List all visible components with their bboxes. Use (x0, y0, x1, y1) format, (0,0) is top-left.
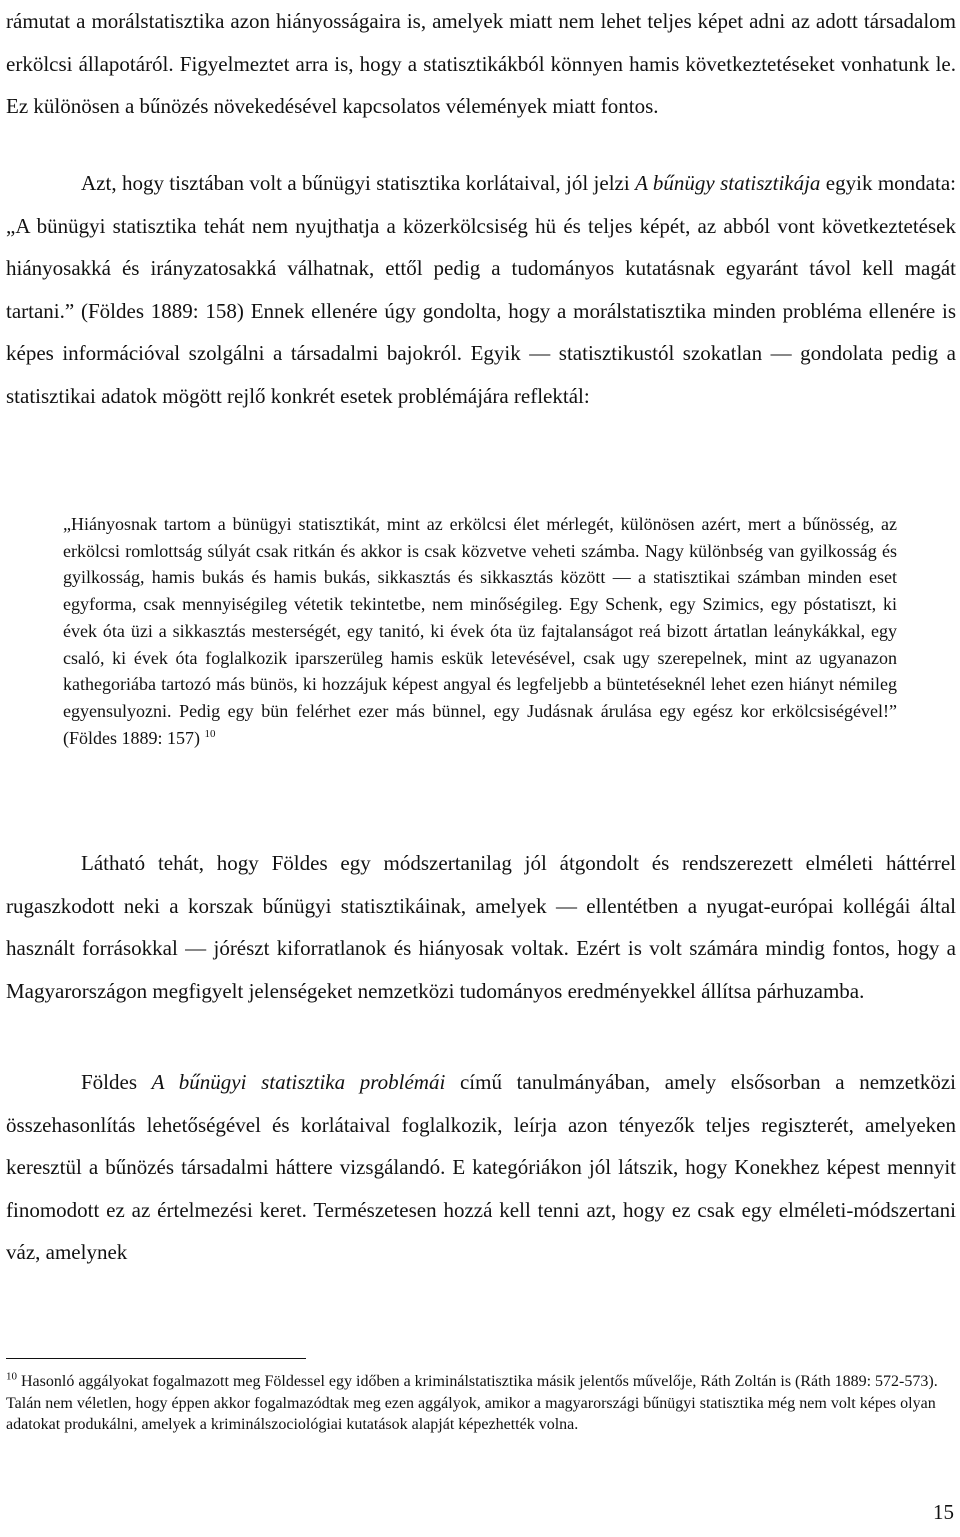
paragraph-2-text-a: Azt, hogy tisztában volt a bűnügyi statisztika korlátaival, jól jelzi (81, 171, 636, 195)
footnote-separator (6, 1358, 306, 1359)
footnote-number: 10 (6, 1370, 17, 1383)
footnote-text: Hasonló aggályokat fogalmazott meg Földessel egy időben a kriminálstatisztika másik jelentős művelője, Ráth Zoltán is (Ráth 1889: 572-573). Talán nem véletlen, hogy éppen akkor fogalmazódtak meg ezen aggályok, amikor a magyarországi bűnügyi statisztika még nem volt képes olyan adatokat produkálni, amelyek a kriminálszociológiai kutatások alapját képezhették volna. (6, 1373, 938, 1433)
paragraph-4-text-a: Földes (81, 1070, 152, 1094)
block-quote (63, 511, 897, 751)
page-number: 15 (933, 1500, 954, 1524)
paragraph-2-italic-title: A bűnügy statisztikája (635, 171, 821, 195)
paragraph-2-text-b: egyik mondata: „A bünügyi statisztika tehát nem nyujthatja a közerkölcsiség hü és teljes képét, az abból vont következtetések hiányosakká és irányzatosakká válhatnak, ettől pedig a tudományos kutatásnak egyaránt távol kell magát tartani.” (Földes 1889: 158) Ennek ellenére úgy gondolta, hogy a morálstatisztika minden probléma ellenére is képes információval szolgálni a társadalmi bajokról. Egyik — statisztikustól szokatlan — gondolata pedig a statisztikai adatok mögött rejlő konkrét esetek problémájára reflektál: (6, 171, 956, 408)
footnote (6, 1371, 956, 1436)
paragraph-2 (6, 162, 956, 417)
paragraph-4 (6, 1061, 956, 1274)
paragraph-4-italic-title: A bűnügyi statisztika problémái (151, 1070, 446, 1094)
paragraph-4-text-b: című tanulmányában, amely elsősorban a nemzetközi összehasonlítás lehetőségével és korlátaival foglalkozik, leírja azon tényezők teljes regiszterét, amelyeken keresztül a bűnözés társadalmi háttere vizsgálandó. E kategóriákon jól látszik, hogy Konekhez képest mennyit finomodott ez az értelmezési keret. Természetesen hozzá kell tenni azt, hogy ez csak egy elméleti-módszertani váz, amelynek (6, 1070, 956, 1264)
paragraph-3: Látható tehát, hogy Földes egy módszertanilag jól átgondolt és rendszerezett elméleti háttérrel rugaszkodott neki a korszak bűnügyi statisztikáinak, amelyek — ellentétben a nyugat-európai kollégái által használt forrásokkal — jórészt kiforratlanok és hiányosak voltak. Ezért is volt számára mindig fontos, hogy a Magyarországon megfigyelt jelenségeket nemzetközi tudományos eredményekkel állítsa párhuzamba. (6, 851, 956, 1003)
block-quote-text: „Hiányosnak tartom a bünügyi statisztikát, mint az erkölcsi élet mérlegét, különösen azért, mert a bűnösség, az erkölcsi romlottság súlyát csak ritkán és akkor is csak közvetve veheti számba. Nagy különbség van gyilkosság és gyilkosság, hamis bukás és hamis bukás, sikkasztás és sikkasztás között — a statisztikai számban minden eset egyforma, csak mennyiségileg vétetik tekintetbe, nem minőségileg. Egy Schenk, egy Szimics, egy póstatiszt, ki évek óta üzi a sikkasztás mesterségét, egy tanitó, ki évek óta üz fajtalanságot reá bizott ártatlan leánykákkal, egy csaló, ki évek óta foglalkozik iparszerüleg hamis eskük letevésével, csak ugy szerepelnek, mint az ugyanazon kathegoriába tartozó más bünös, ki hozzájuk képest angyal és legfeljebb a büntetéseknél lehet ezen hiányt némileg egyensulyozni. Pedig egy bün felérhet ezer más bünnel, egy Judásnak árulása egy egész kor erkölcsiségével!” (Földes 1889: 157) (63, 514, 897, 748)
paragraph-1: rámutat a morálstatisztika azon hiányosságaira is, amelyek miatt nem lehet teljes képet adni az adott társadalom erkölcsi állapotáról. Figyelmeztet arra is, hogy a statisztikákból könnyen hamis következtetéseket vonhatunk le. Ez különösen a bűnözés növekedésével kapcsolatos vélemények miatt fontos. (6, 9, 956, 118)
footnote-reference: 10 (204, 727, 216, 740)
